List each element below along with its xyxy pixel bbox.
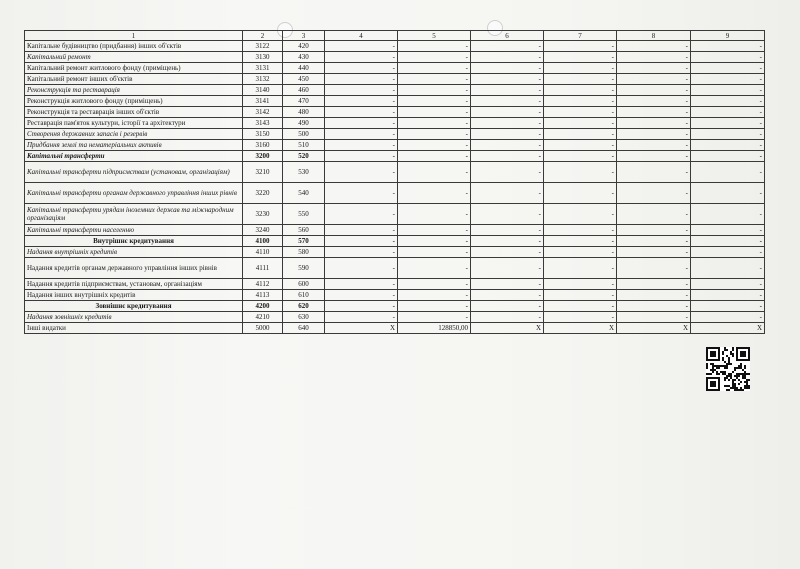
row-line-number: 420 (283, 41, 325, 52)
qr-code-icon (706, 347, 750, 391)
table-row (25, 52, 765, 63)
cell-col-9: - (691, 162, 765, 183)
table-row (25, 312, 765, 323)
table-row (25, 162, 765, 183)
cell-col-7: - (544, 162, 617, 183)
row-name: Капітальні трансферти органам державного управління інших рівнів (25, 183, 243, 204)
row-code: 4113 (243, 290, 283, 301)
table-row (25, 183, 765, 204)
cell-col-9: - (691, 236, 765, 247)
table-row (25, 247, 765, 258)
row-code: 4112 (243, 279, 283, 290)
cell-col-5: - (398, 279, 471, 290)
row-name: Внутрішнє кредитування (25, 236, 243, 247)
cell-col-8: - (617, 290, 691, 301)
row-code: 3210 (243, 162, 283, 183)
cell-col-9: - (691, 151, 765, 162)
row-code: 3220 (243, 183, 283, 204)
cell-col-9: - (691, 183, 765, 204)
cell-col-7: - (544, 247, 617, 258)
cell-col-8: - (617, 279, 691, 290)
table-row (25, 85, 765, 96)
row-name: Реконструкція та реставрація інших об'єктів (25, 107, 243, 118)
cell-col-8: - (617, 162, 691, 183)
row-name: Капітальний ремонт інших об'єктів (25, 74, 243, 85)
table-row (25, 74, 765, 85)
cell-col-6: - (471, 140, 544, 151)
row-name: Надання кредитів підприємствам, установам, організаціям (25, 279, 243, 290)
cell-col-6: - (471, 225, 544, 236)
cell-col-7: - (544, 118, 617, 129)
cell-col-4: - (325, 41, 398, 52)
cell-col-5: - (398, 41, 471, 52)
row-name: Капітальне будівництво (придбання) інших об'єктів (25, 41, 243, 52)
column-number-7: 7 (544, 31, 617, 41)
column-number-6: 6 (471, 31, 544, 41)
cell-col-9: - (691, 118, 765, 129)
cell-col-5: - (398, 247, 471, 258)
table-row (25, 107, 765, 118)
cell-col-9: - (691, 225, 765, 236)
cell-col-9: - (691, 279, 765, 290)
cell-col-6: - (471, 162, 544, 183)
cell-col-9: - (691, 312, 765, 323)
cell-col-8: - (617, 247, 691, 258)
cell-col-9: - (691, 52, 765, 63)
cell-col-4: - (325, 258, 398, 279)
cell-col-6: - (471, 52, 544, 63)
row-name: Інші видатки (25, 323, 243, 334)
cell-col-8: - (617, 85, 691, 96)
cell-col-8: - (617, 129, 691, 140)
row-code: 3150 (243, 129, 283, 140)
cell-col-7: - (544, 41, 617, 52)
row-line-number: 560 (283, 225, 325, 236)
cell-col-8: - (617, 118, 691, 129)
row-code: 3200 (243, 151, 283, 162)
cell-col-4: - (325, 74, 398, 85)
cell-col-7: - (544, 140, 617, 151)
cell-col-9: - (691, 258, 765, 279)
cell-col-8: - (617, 63, 691, 74)
cell-col-6: - (471, 290, 544, 301)
row-name: Надання внутрішніх кредитів (25, 247, 243, 258)
cell-col-4: - (325, 140, 398, 151)
table-row (25, 225, 765, 236)
cell-col-8: - (617, 151, 691, 162)
table-row (25, 118, 765, 129)
table-row (25, 323, 765, 334)
cell-col-8: - (617, 140, 691, 151)
cell-col-8: - (617, 107, 691, 118)
cell-col-7: - (544, 85, 617, 96)
row-line-number: 590 (283, 258, 325, 279)
cell-col-5: - (398, 85, 471, 96)
row-name: Капітальні трансферти урядам іноземних держав та міжнародним організаціям (25, 204, 243, 225)
row-name: Надання інших внутрішніх кредитів (25, 290, 243, 301)
table-row (25, 290, 765, 301)
column-number-1: 1 (25, 31, 243, 41)
cell-col-9: - (691, 107, 765, 118)
cell-col-5: - (398, 290, 471, 301)
cell-col-9: - (691, 96, 765, 107)
cell-col-7: - (544, 63, 617, 74)
cell-col-8: - (617, 258, 691, 279)
cell-col-4: - (325, 236, 398, 247)
row-line-number: 510 (283, 140, 325, 151)
cell-col-5: - (398, 107, 471, 118)
table-row (25, 258, 765, 279)
cell-col-6: - (471, 236, 544, 247)
row-name: Реконструкція та реставрація (25, 85, 243, 96)
row-line-number: 580 (283, 247, 325, 258)
row-code: 3140 (243, 85, 283, 96)
cell-col-5: - (398, 63, 471, 74)
column-number-2: 2 (243, 31, 283, 41)
cell-col-5: - (398, 183, 471, 204)
cell-col-6: - (471, 74, 544, 85)
cell-col-4: - (325, 204, 398, 225)
row-line-number: 540 (283, 183, 325, 204)
cell-col-7: - (544, 96, 617, 107)
header-row (25, 31, 765, 41)
row-code: 3131 (243, 63, 283, 74)
cell-col-6: - (471, 63, 544, 74)
cell-col-6: - (471, 96, 544, 107)
cell-col-5: - (398, 204, 471, 225)
row-code: 3141 (243, 96, 283, 107)
row-code: 3130 (243, 52, 283, 63)
cell-col-6: - (471, 85, 544, 96)
cell-col-5: - (398, 162, 471, 183)
row-line-number: 440 (283, 63, 325, 74)
cell-col-6: - (471, 118, 544, 129)
row-code: 3240 (243, 225, 283, 236)
cell-col-8: X (617, 323, 691, 334)
cell-col-9: - (691, 290, 765, 301)
column-number-4: 4 (325, 31, 398, 41)
cell-col-9: - (691, 74, 765, 85)
cell-col-4: - (325, 183, 398, 204)
row-name: Реконструкція житлового фонду (приміщень) (25, 96, 243, 107)
row-code: 4200 (243, 301, 283, 312)
cell-col-8: - (617, 225, 691, 236)
cell-col-4: - (325, 151, 398, 162)
cell-col-9: X (691, 323, 765, 334)
row-name: Капітальні трансферти населенню (25, 225, 243, 236)
cell-col-7: - (544, 290, 617, 301)
row-line-number: 480 (283, 107, 325, 118)
cell-col-6: - (471, 151, 544, 162)
row-line-number: 600 (283, 279, 325, 290)
row-name: Створення державних запасів і резервів (25, 129, 243, 140)
cell-col-8: - (617, 312, 691, 323)
row-code: 3132 (243, 74, 283, 85)
row-line-number: 470 (283, 96, 325, 107)
cell-col-7: - (544, 258, 617, 279)
row-code: 4111 (243, 258, 283, 279)
cell-col-9: - (691, 63, 765, 74)
cell-col-7: - (544, 204, 617, 225)
cell-col-8: - (617, 41, 691, 52)
cell-col-5: - (398, 151, 471, 162)
table-row (25, 151, 765, 162)
row-line-number: 610 (283, 290, 325, 301)
row-line-number: 500 (283, 129, 325, 140)
cell-col-6: - (471, 258, 544, 279)
cell-col-6: - (471, 204, 544, 225)
row-line-number: 490 (283, 118, 325, 129)
row-line-number: 520 (283, 151, 325, 162)
cell-col-7: - (544, 151, 617, 162)
cell-col-4: - (325, 52, 398, 63)
cell-col-8: - (617, 183, 691, 204)
row-code: 3160 (243, 140, 283, 151)
cell-col-4: - (325, 301, 398, 312)
row-line-number: 550 (283, 204, 325, 225)
cell-col-8: - (617, 96, 691, 107)
cell-col-9: - (691, 85, 765, 96)
cell-col-7: - (544, 74, 617, 85)
table-row (25, 96, 765, 107)
table-row (25, 41, 765, 52)
cell-col-4: - (325, 225, 398, 236)
table-row (25, 129, 765, 140)
column-number-5: 5 (398, 31, 471, 41)
cell-col-9: - (691, 301, 765, 312)
cell-col-8: - (617, 204, 691, 225)
row-name: Придбання землі та нематеріальних активів (25, 140, 243, 151)
cell-col-5: - (398, 236, 471, 247)
row-line-number: 630 (283, 312, 325, 323)
cell-col-4: - (325, 279, 398, 290)
cell-col-6: - (471, 247, 544, 258)
table-row (25, 301, 765, 312)
table-row (25, 140, 765, 151)
cell-col-5: - (398, 118, 471, 129)
row-line-number: 450 (283, 74, 325, 85)
cell-col-8: - (617, 301, 691, 312)
cell-col-7: - (544, 183, 617, 204)
table-row (25, 63, 765, 74)
row-line-number: 570 (283, 236, 325, 247)
row-code: 3142 (243, 107, 283, 118)
cell-col-5: - (398, 74, 471, 85)
row-line-number: 640 (283, 323, 325, 334)
table-row (25, 279, 765, 290)
cell-col-9: - (691, 247, 765, 258)
row-name: Надання кредитів органам державного управління інших рівнів (25, 258, 243, 279)
column-number-8: 8 (617, 31, 691, 41)
cell-col-6: - (471, 107, 544, 118)
cell-col-6: - (471, 41, 544, 52)
row-code: 3230 (243, 204, 283, 225)
cell-col-9: - (691, 41, 765, 52)
row-name: Надання зовнішніх кредитів (25, 312, 243, 323)
cell-col-6: - (471, 279, 544, 290)
cell-col-7: - (544, 236, 617, 247)
row-code: 3143 (243, 118, 283, 129)
cell-col-7: - (544, 279, 617, 290)
cell-col-9: - (691, 129, 765, 140)
cell-col-4: - (325, 85, 398, 96)
cell-col-5: - (398, 52, 471, 63)
cell-col-7: X (544, 323, 617, 334)
cell-col-9: - (691, 204, 765, 225)
cell-col-5: - (398, 312, 471, 323)
cell-col-7: - (544, 312, 617, 323)
cell-col-5: 128850,00 (398, 323, 471, 334)
column-number-3: 3 (283, 31, 325, 41)
cell-col-4: - (325, 290, 398, 301)
cell-col-9: - (691, 140, 765, 151)
table-row (25, 236, 765, 247)
cell-col-4: X (325, 323, 398, 334)
cell-col-6: - (471, 183, 544, 204)
row-line-number: 530 (283, 162, 325, 183)
cell-col-4: - (325, 312, 398, 323)
cell-col-4: - (325, 107, 398, 118)
row-code: 4210 (243, 312, 283, 323)
cell-col-4: - (325, 247, 398, 258)
cell-col-4: - (325, 162, 398, 183)
cell-col-4: - (325, 96, 398, 107)
cell-col-5: - (398, 96, 471, 107)
row-name: Капітальні трансферти підприємствам (установам, організаціям) (25, 162, 243, 183)
cell-col-5: - (398, 258, 471, 279)
row-name: Капітальний ремонт житлового фонду (приміщень) (25, 63, 243, 74)
cell-col-7: - (544, 129, 617, 140)
row-code: 4110 (243, 247, 283, 258)
row-name: Реставрація пам'яток культури, історії та архітектури (25, 118, 243, 129)
cell-col-4: - (325, 118, 398, 129)
cell-col-6: - (471, 312, 544, 323)
budget-table (24, 30, 765, 334)
cell-col-4: - (325, 129, 398, 140)
cell-col-7: - (544, 225, 617, 236)
cell-col-5: - (398, 129, 471, 140)
cell-col-8: - (617, 52, 691, 63)
cell-col-7: - (544, 107, 617, 118)
cell-col-6: - (471, 301, 544, 312)
cell-col-8: - (617, 236, 691, 247)
row-name: Капітальний ремонт (25, 52, 243, 63)
table-row (25, 204, 765, 225)
row-line-number: 620 (283, 301, 325, 312)
row-name: Зовнішнє кредитування (25, 301, 243, 312)
cell-col-7: - (544, 301, 617, 312)
row-code: 5000 (243, 323, 283, 334)
cell-col-7: - (544, 52, 617, 63)
cell-col-5: - (398, 301, 471, 312)
row-line-number: 460 (283, 85, 325, 96)
row-line-number: 430 (283, 52, 325, 63)
row-name: Капітальні трансферти (25, 151, 243, 162)
cell-col-4: - (325, 63, 398, 74)
cell-col-6: - (471, 129, 544, 140)
row-code: 3122 (243, 41, 283, 52)
cell-col-5: - (398, 140, 471, 151)
cell-col-8: - (617, 74, 691, 85)
row-code: 4100 (243, 236, 283, 247)
column-number-9: 9 (691, 31, 765, 41)
cell-col-5: - (398, 225, 471, 236)
cell-col-6: X (471, 323, 544, 334)
table-body (25, 41, 765, 334)
